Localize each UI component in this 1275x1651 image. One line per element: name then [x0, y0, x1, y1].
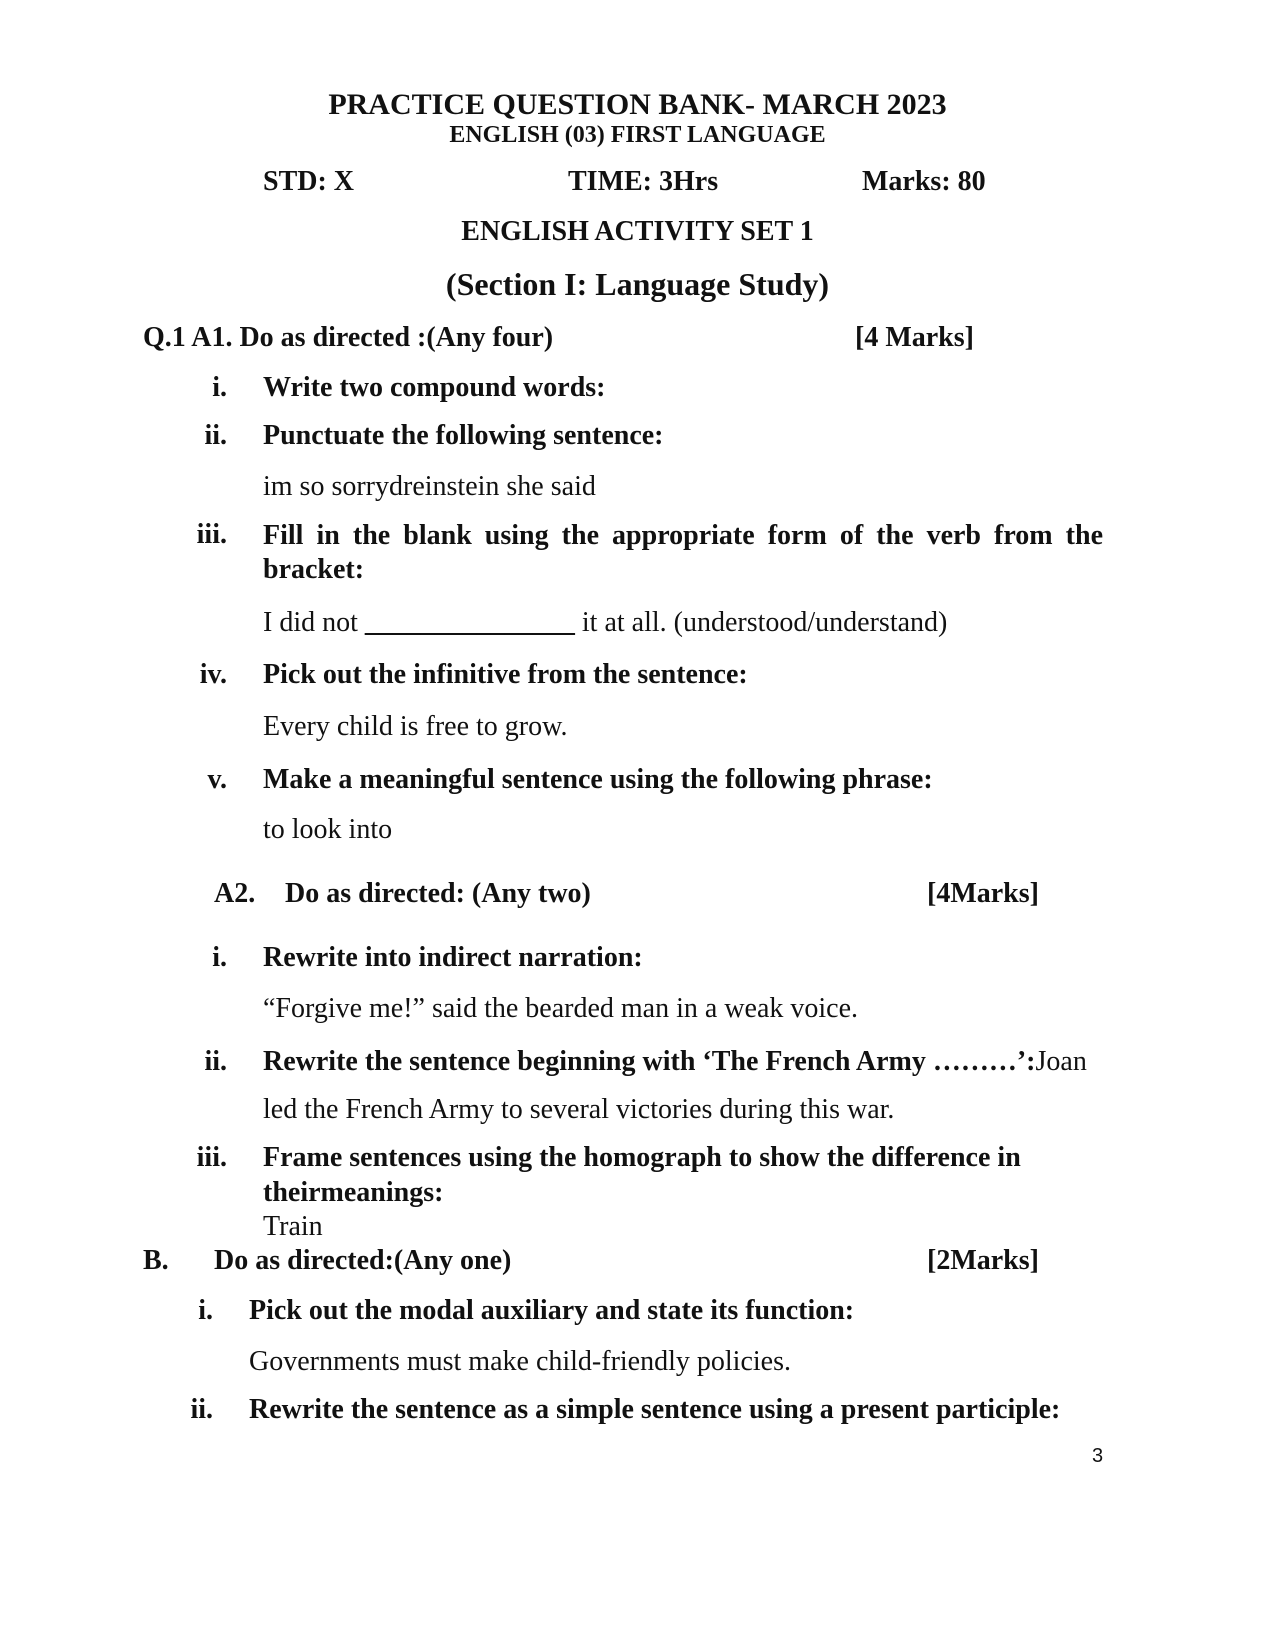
q1-item-text: im so sorrydreinstein she said	[263, 471, 596, 502]
b-label: B.	[143, 1245, 169, 1276]
b-item-instruction: Pick out the modal auxiliary and state its function:	[249, 1295, 855, 1326]
set-title: ENGLISH ACTIVITY SET 1	[461, 216, 814, 247]
document-subtitle: ENGLISH (03) FIRST LANGUAGE	[449, 122, 826, 148]
b-item-number: ii.	[190, 1394, 213, 1425]
std-label: STD: X	[263, 166, 355, 197]
document-title: PRACTICE QUESTION BANK- MARCH 2023	[328, 88, 947, 121]
a2-item-number: iii.	[196, 1142, 227, 1173]
fill-text-after: it at all. (understood/understand)	[581, 607, 948, 638]
a2-label: A2.	[214, 878, 256, 909]
a2-item-instruction	[263, 1046, 1087, 1078]
a2-heading: Do as directed: (Any two)	[285, 878, 591, 909]
q1-item-number: v.	[207, 764, 227, 795]
fill-text-before: I did not	[263, 607, 358, 638]
a2-item-text: led the French Army to several victories during this war.	[263, 1094, 895, 1125]
q1-item-number: ii.	[204, 420, 227, 451]
a2-item-text: “Forgive me!” said the bearded man in a weak voice.	[263, 993, 859, 1024]
q1-item-text: to look into	[263, 814, 393, 845]
q1-item-number: i.	[212, 372, 227, 403]
a2-item-instruction-cont: theirmeanings:	[263, 1177, 444, 1208]
q1-item-number: iii.	[196, 519, 227, 550]
a2-marks: [4Marks]	[927, 878, 1039, 909]
fill-blank: _______________	[364, 607, 575, 638]
section-title: (Section I: Language Study)	[445, 266, 830, 302]
a2-item-text: Train	[263, 1211, 323, 1242]
page-number: 3	[1092, 1445, 1104, 1467]
b-item-text: Governments must make child-friendly policies.	[249, 1346, 791, 1377]
q1-item-instruction: Write two compound words:	[263, 372, 606, 403]
q1-item-instruction: Make a meaningful sentence using the following phrase:	[263, 764, 933, 795]
a2-item-instruction: Rewrite into indirect narration:	[263, 942, 643, 973]
time-label: TIME: 3Hrs	[568, 166, 719, 197]
b-marks: [2Marks]	[927, 1245, 1039, 1276]
q1-item-text	[263, 607, 947, 639]
q1-item-instruction: Punctuate the following sentence:	[263, 420, 664, 451]
a2-item-inline-text: Joan	[1035, 1046, 1087, 1077]
b-item-number: i.	[198, 1295, 213, 1326]
q1-item-number: iv.	[199, 659, 227, 690]
q1-item-instruction: Pick out the infinitive from the sentence:	[263, 659, 748, 690]
a2-item-instruction: Frame sentences using the homograph to show the difference in	[263, 1142, 1021, 1173]
a2-item-number: ii.	[204, 1046, 227, 1077]
q1-marks: [4 Marks]	[855, 322, 974, 353]
marks-label: Marks: 80	[862, 166, 986, 197]
b-heading: Do as directed:(Any one)	[214, 1245, 512, 1276]
a2-item-number: i.	[212, 942, 227, 973]
b-item-instruction: Rewrite the sentence as a simple sentence using a present participle:	[249, 1394, 1061, 1425]
q1-item-text: Every child is free to grow.	[263, 711, 568, 742]
q1-heading: Q.1 A1. Do as directed :(Any four)	[143, 322, 554, 353]
a2-item-instruction-text: Rewrite the sentence beginning with ‘The French Army ………’:	[263, 1046, 1036, 1077]
q1-item-instruction: Fill in the blank using the appropriate form of the verb from the bracket:	[263, 520, 1103, 585]
